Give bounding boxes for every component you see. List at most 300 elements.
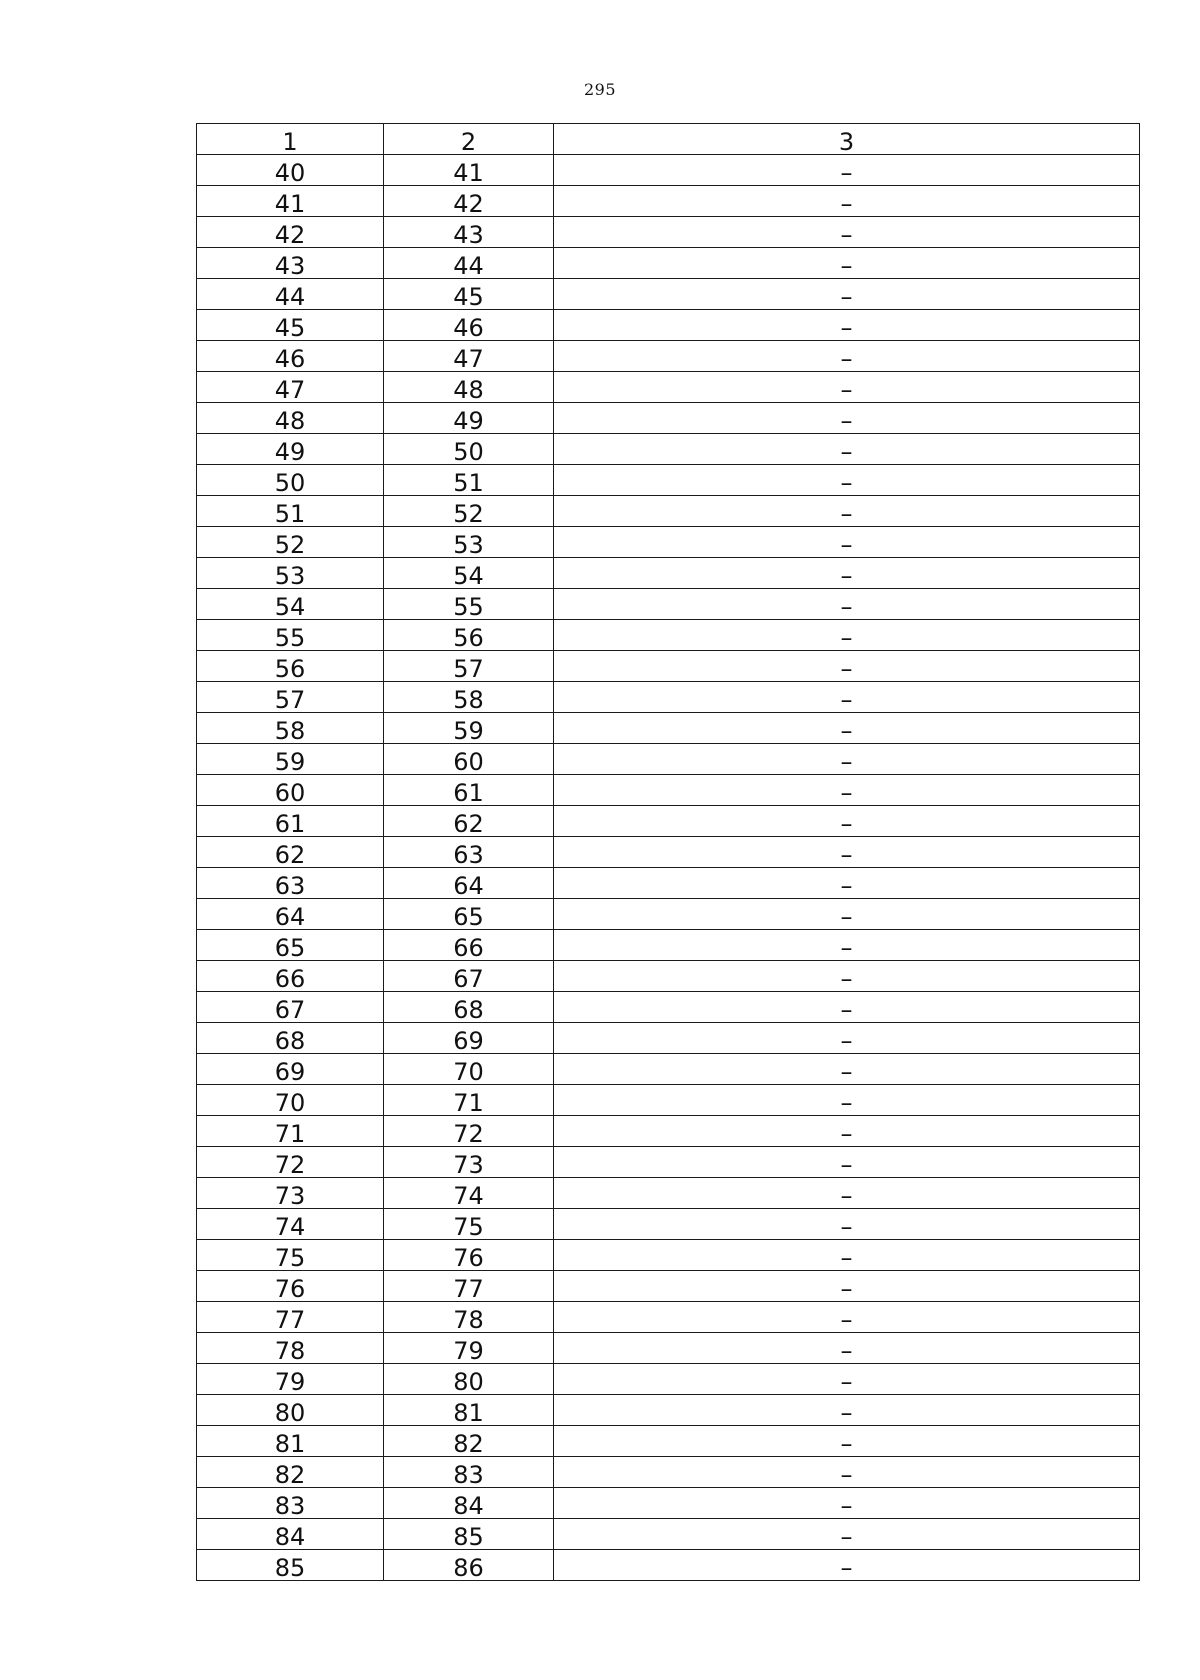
cell-text: –: [840, 1399, 853, 1427]
table-cell: [384, 930, 554, 961]
table-cell: [554, 992, 1140, 1023]
table-cell: [197, 1426, 384, 1457]
cell-text: –: [840, 562, 853, 590]
table-cell: [384, 465, 554, 496]
cell-text: 81: [453, 1399, 484, 1427]
table-cell: [554, 434, 1140, 465]
cell-text: –: [840, 1492, 853, 1520]
cell-text: 42: [274, 221, 306, 249]
table-cell: [197, 1488, 384, 1519]
table-cell: [554, 403, 1140, 434]
cell-text: 41: [453, 159, 484, 187]
cell-text: 68: [274, 1027, 306, 1055]
table-cell: [384, 1054, 554, 1085]
cell-text: 52: [453, 500, 484, 528]
cell-text: –: [840, 1368, 853, 1396]
table-cell: [197, 496, 384, 527]
table-row: [197, 310, 1140, 341]
cell-text: 75: [274, 1244, 306, 1272]
cell-text: 49: [453, 407, 484, 435]
table-cell: [197, 806, 384, 837]
table-row: [197, 248, 1140, 279]
column-header-1: [197, 124, 384, 155]
table-cell: [554, 651, 1140, 682]
cell-text: –: [840, 1275, 853, 1303]
table-cell: [384, 527, 554, 558]
table-cell: [554, 620, 1140, 651]
table-cell: [384, 1085, 554, 1116]
table-cell: [554, 217, 1140, 248]
table-row: [197, 961, 1140, 992]
cell-text: 55: [274, 624, 306, 652]
table-row: [197, 1550, 1140, 1581]
table-cell: [197, 186, 384, 217]
cell-text: 53: [274, 562, 306, 590]
cell-text: 73: [453, 1151, 484, 1179]
table-row: [197, 155, 1140, 186]
table-row: [197, 1178, 1140, 1209]
table-row: [197, 899, 1140, 930]
cell-text: –: [840, 1058, 853, 1086]
cell-text: 45: [274, 314, 306, 342]
table-cell: [554, 713, 1140, 744]
table-row: [197, 217, 1140, 248]
cell-text: –: [840, 438, 853, 466]
table-cell: [554, 496, 1140, 527]
cell-text: 66: [453, 934, 484, 962]
cell-text: 79: [274, 1368, 306, 1396]
cell-text: 50: [453, 438, 484, 466]
cell-text: –: [840, 1244, 853, 1272]
cell-text: 47: [453, 345, 484, 373]
cell-text: 80: [274, 1399, 306, 1427]
table-cell: [197, 1178, 384, 1209]
table-cell: [554, 899, 1140, 930]
cell-text: 76: [274, 1275, 306, 1303]
table-cell: [384, 248, 554, 279]
table-row: [197, 1457, 1140, 1488]
cell-text: –: [840, 686, 853, 714]
table-cell: [554, 1178, 1140, 1209]
cell-text: –: [840, 376, 853, 404]
table-cell: [554, 1023, 1140, 1054]
table-row: [197, 837, 1140, 868]
cell-text: –: [840, 779, 853, 807]
cell-text: 56: [453, 624, 484, 652]
table-row: [197, 372, 1140, 403]
table-cell: [554, 1054, 1140, 1085]
table-cell: [384, 651, 554, 682]
table-cell: [554, 837, 1140, 868]
cell-text: 48: [453, 376, 484, 404]
table-row: [197, 1054, 1140, 1085]
cell-text: 72: [274, 1151, 306, 1179]
cell-text: 84: [453, 1492, 484, 1520]
table-row: [197, 1271, 1140, 1302]
table-cell: [197, 1271, 384, 1302]
cell-text: 83: [274, 1492, 306, 1520]
table-cell: [384, 620, 554, 651]
cell-text: 46: [453, 314, 484, 342]
table-cell: [197, 992, 384, 1023]
cell-text: 58: [453, 686, 484, 714]
table-cell: [554, 1488, 1140, 1519]
cell-text: –: [840, 407, 853, 435]
table-row: [197, 930, 1140, 961]
table-row: [197, 186, 1140, 217]
table-row: [197, 465, 1140, 496]
table-cell: [554, 279, 1140, 310]
table-cell: [554, 465, 1140, 496]
page-number: 295: [583, 80, 617, 99]
table-cell: [554, 1240, 1140, 1271]
table-cell: [554, 1085, 1140, 1116]
cell-text: 47: [274, 376, 306, 404]
table-row: [197, 1426, 1140, 1457]
cell-text: 67: [453, 965, 484, 993]
table-row: [197, 868, 1140, 899]
table-cell: [384, 1147, 554, 1178]
cell-text: 79: [453, 1337, 484, 1365]
table-row: [197, 1147, 1140, 1178]
table-cell: [554, 1302, 1140, 1333]
table-cell: [554, 155, 1140, 186]
cell-text: –: [840, 221, 853, 249]
cell-text: 54: [274, 593, 306, 621]
table-cell: [554, 248, 1140, 279]
cell-text: 64: [274, 903, 306, 931]
table-body: [197, 124, 1140, 1581]
table-cell: [197, 1550, 384, 1581]
table-row: [197, 1240, 1140, 1271]
cell-text: –: [840, 872, 853, 900]
table-cell: [554, 961, 1140, 992]
table-cell: [197, 682, 384, 713]
cell-text: 45: [453, 283, 484, 311]
cell-text: –: [840, 1182, 853, 1210]
table-cell: [384, 403, 554, 434]
table-cell: [384, 558, 554, 589]
cell-text: 62: [274, 841, 306, 869]
table-cell: [554, 1271, 1140, 1302]
table-row: [197, 1519, 1140, 1550]
table-cell: [384, 279, 554, 310]
table-cell: [384, 217, 554, 248]
cell-text: 44: [274, 283, 306, 311]
cell-text: 69: [453, 1027, 484, 1055]
table-cell: [384, 1519, 554, 1550]
cell-text: 53: [453, 531, 484, 559]
cell-text: –: [840, 1554, 853, 1582]
cell-text: 62: [453, 810, 484, 838]
cell-text: 57: [274, 686, 306, 714]
table-cell: [197, 341, 384, 372]
table-cell: [197, 1457, 384, 1488]
cell-text: 82: [274, 1461, 306, 1489]
table-cell: [197, 961, 384, 992]
table-cell: [554, 558, 1140, 589]
table-cell: [384, 496, 554, 527]
table-cell: [384, 1457, 554, 1488]
cell-text: 69: [274, 1058, 306, 1086]
table-row: [197, 558, 1140, 589]
cell-text: –: [840, 841, 853, 869]
table-cell: [197, 1240, 384, 1271]
cell-text: 57: [453, 655, 484, 683]
cell-text: 68: [453, 996, 484, 1024]
column-header-2-text: 2: [460, 128, 477, 156]
table-cell: [384, 1271, 554, 1302]
cell-text: 54: [453, 562, 484, 590]
cell-text: –: [840, 903, 853, 931]
table-row: [197, 1085, 1140, 1116]
table-row: [197, 1395, 1140, 1426]
table-cell: [554, 1333, 1140, 1364]
table-cell: [384, 1023, 554, 1054]
cell-text: 63: [274, 872, 306, 900]
table-cell: [197, 620, 384, 651]
cell-text: –: [840, 1306, 853, 1334]
table-row: [197, 279, 1140, 310]
table-cell: [384, 961, 554, 992]
cell-text: 49: [274, 438, 306, 466]
table-cell: [554, 1364, 1140, 1395]
column-header-1-text: 1: [282, 128, 298, 156]
table-cell: [384, 1302, 554, 1333]
cell-text: –: [840, 1430, 853, 1458]
table-cell: [384, 713, 554, 744]
cell-text: 63: [453, 841, 484, 869]
cell-text: 71: [274, 1120, 306, 1148]
table-cell: [384, 1550, 554, 1581]
table-cell: [197, 1116, 384, 1147]
column-header-3-text: 3: [838, 128, 855, 156]
table-cell: [197, 279, 384, 310]
cell-text: –: [840, 1523, 853, 1551]
cell-text: –: [840, 1089, 853, 1117]
table-cell: [554, 1426, 1140, 1457]
cell-text: –: [840, 159, 853, 187]
cell-text: –: [840, 531, 853, 559]
table-cell: [384, 868, 554, 899]
table-cell: [384, 1240, 554, 1271]
table-cell: [384, 310, 554, 341]
table-cell: [197, 465, 384, 496]
table-cell: [554, 775, 1140, 806]
cell-text: –: [840, 1337, 853, 1365]
table-row: [197, 1116, 1140, 1147]
cell-text: 72: [453, 1120, 484, 1148]
cell-text: –: [840, 1461, 853, 1489]
table-cell: [197, 403, 384, 434]
cell-text: 56: [274, 655, 306, 683]
cell-text: 64: [453, 872, 484, 900]
cell-text: 65: [453, 903, 484, 931]
table-cell: [384, 589, 554, 620]
cell-text: –: [840, 655, 853, 683]
table-cell: [384, 1426, 554, 1457]
table-cell: [384, 744, 554, 775]
table-cell: [554, 372, 1140, 403]
cell-text: –: [840, 717, 853, 745]
table-cell: [197, 589, 384, 620]
table-cell: [554, 341, 1140, 372]
table-cell: [197, 930, 384, 961]
cell-text: 85: [453, 1523, 484, 1551]
table-row: [197, 496, 1140, 527]
table-cell: [197, 651, 384, 682]
table-row: [197, 1333, 1140, 1364]
table-cell: [554, 527, 1140, 558]
cell-text: 75: [453, 1213, 484, 1241]
table-cell: [384, 1364, 554, 1395]
table-cell: [554, 806, 1140, 837]
cell-text: 70: [453, 1058, 484, 1086]
table-cell: [384, 434, 554, 465]
cell-text: 71: [453, 1089, 484, 1117]
table-cell: [384, 682, 554, 713]
table-cell: [197, 868, 384, 899]
table-cell: [197, 1054, 384, 1085]
table-cell: [384, 899, 554, 930]
table-cell: [197, 1209, 384, 1240]
cell-text: 59: [274, 748, 306, 776]
table-cell: [197, 1519, 384, 1550]
cell-text: 73: [274, 1182, 306, 1210]
table-cell: [197, 434, 384, 465]
cell-text: –: [840, 934, 853, 962]
cell-text: 55: [453, 593, 484, 621]
table-row: [197, 775, 1140, 806]
cell-text: 50: [274, 469, 306, 497]
cell-text: 44: [453, 252, 484, 280]
cell-text: 77: [274, 1306, 306, 1334]
table-cell: [384, 341, 554, 372]
cell-text: 77: [453, 1275, 484, 1303]
cell-text: 48: [274, 407, 306, 435]
cell-text: 46: [274, 345, 306, 373]
table-cell: [554, 186, 1140, 217]
data-table: [196, 123, 1140, 1581]
cell-text: 61: [274, 810, 306, 838]
cell-text: –: [840, 252, 853, 280]
table-row: [197, 1023, 1140, 1054]
cell-text: 86: [453, 1554, 484, 1582]
cell-text: –: [840, 965, 853, 993]
table-cell: [554, 868, 1140, 899]
table-cell: [384, 186, 554, 217]
cell-text: 51: [453, 469, 484, 497]
table-row: [197, 434, 1140, 465]
cell-text: 52: [274, 531, 306, 559]
cell-text: –: [840, 748, 853, 776]
table-row: [197, 1488, 1140, 1519]
table-cell: [384, 1209, 554, 1240]
cell-text: –: [840, 469, 853, 497]
table-cell: [197, 155, 384, 186]
cell-text: 43: [453, 221, 484, 249]
cell-text: 85: [274, 1554, 306, 1582]
table-cell: [384, 1488, 554, 1519]
cell-text: 51: [274, 500, 306, 528]
table-cell: [384, 1116, 554, 1147]
table-cell: [384, 1395, 554, 1426]
cell-text: –: [840, 1213, 853, 1241]
cell-text: 59: [453, 717, 484, 745]
table-cell: [384, 992, 554, 1023]
cell-text: –: [840, 593, 853, 621]
cell-text: 61: [453, 779, 484, 807]
cell-text: 42: [453, 190, 484, 218]
table-cell: [384, 155, 554, 186]
table-cell: [554, 1550, 1140, 1581]
cell-text: 74: [453, 1182, 484, 1210]
table-cell: [197, 1333, 384, 1364]
table-cell: [384, 775, 554, 806]
cell-text: 60: [453, 748, 484, 776]
table-row: [197, 744, 1140, 775]
table-cell: [554, 682, 1140, 713]
cell-text: 74: [274, 1213, 306, 1241]
cell-text: –: [840, 996, 853, 1024]
cell-text: –: [840, 624, 853, 652]
table-row: [197, 651, 1140, 682]
column-header-3: [554, 124, 1140, 155]
cell-text: 66: [274, 965, 306, 993]
table-cell: [554, 1209, 1140, 1240]
table-cell: [197, 713, 384, 744]
table-row: [197, 992, 1140, 1023]
table-cell: [197, 527, 384, 558]
table-cell: [197, 558, 384, 589]
table-row: [197, 589, 1140, 620]
table-row: [197, 527, 1140, 558]
table-cell: [197, 899, 384, 930]
cell-text: 43: [274, 252, 306, 280]
table-header-row: [197, 124, 1140, 155]
table-cell: [197, 372, 384, 403]
cell-text: –: [840, 1027, 853, 1055]
table-cell: [554, 1147, 1140, 1178]
cell-text: –: [840, 500, 853, 528]
table-cell: [384, 806, 554, 837]
cell-text: 80: [453, 1368, 484, 1396]
table-cell: [554, 1116, 1140, 1147]
cell-text: 40: [274, 159, 306, 187]
cell-text: –: [840, 1151, 853, 1179]
table-cell: [197, 1023, 384, 1054]
table-row: [197, 403, 1140, 434]
table-cell: [197, 837, 384, 868]
table-cell: [197, 1364, 384, 1395]
cell-text: –: [840, 314, 853, 342]
table-cell: [554, 1395, 1140, 1426]
table-row: [197, 806, 1140, 837]
table-row: [197, 682, 1140, 713]
cell-text: 84: [274, 1523, 306, 1551]
table-row: [197, 620, 1140, 651]
table-cell: [384, 1333, 554, 1364]
column-header-2: [384, 124, 554, 155]
table-cell: [384, 1178, 554, 1209]
table-cell: [197, 775, 384, 806]
cell-text: 60: [274, 779, 306, 807]
table-cell: [554, 310, 1140, 341]
cell-text: 65: [274, 934, 306, 962]
cell-text: –: [840, 810, 853, 838]
table-cell: [384, 372, 554, 403]
cell-text: –: [840, 190, 853, 218]
